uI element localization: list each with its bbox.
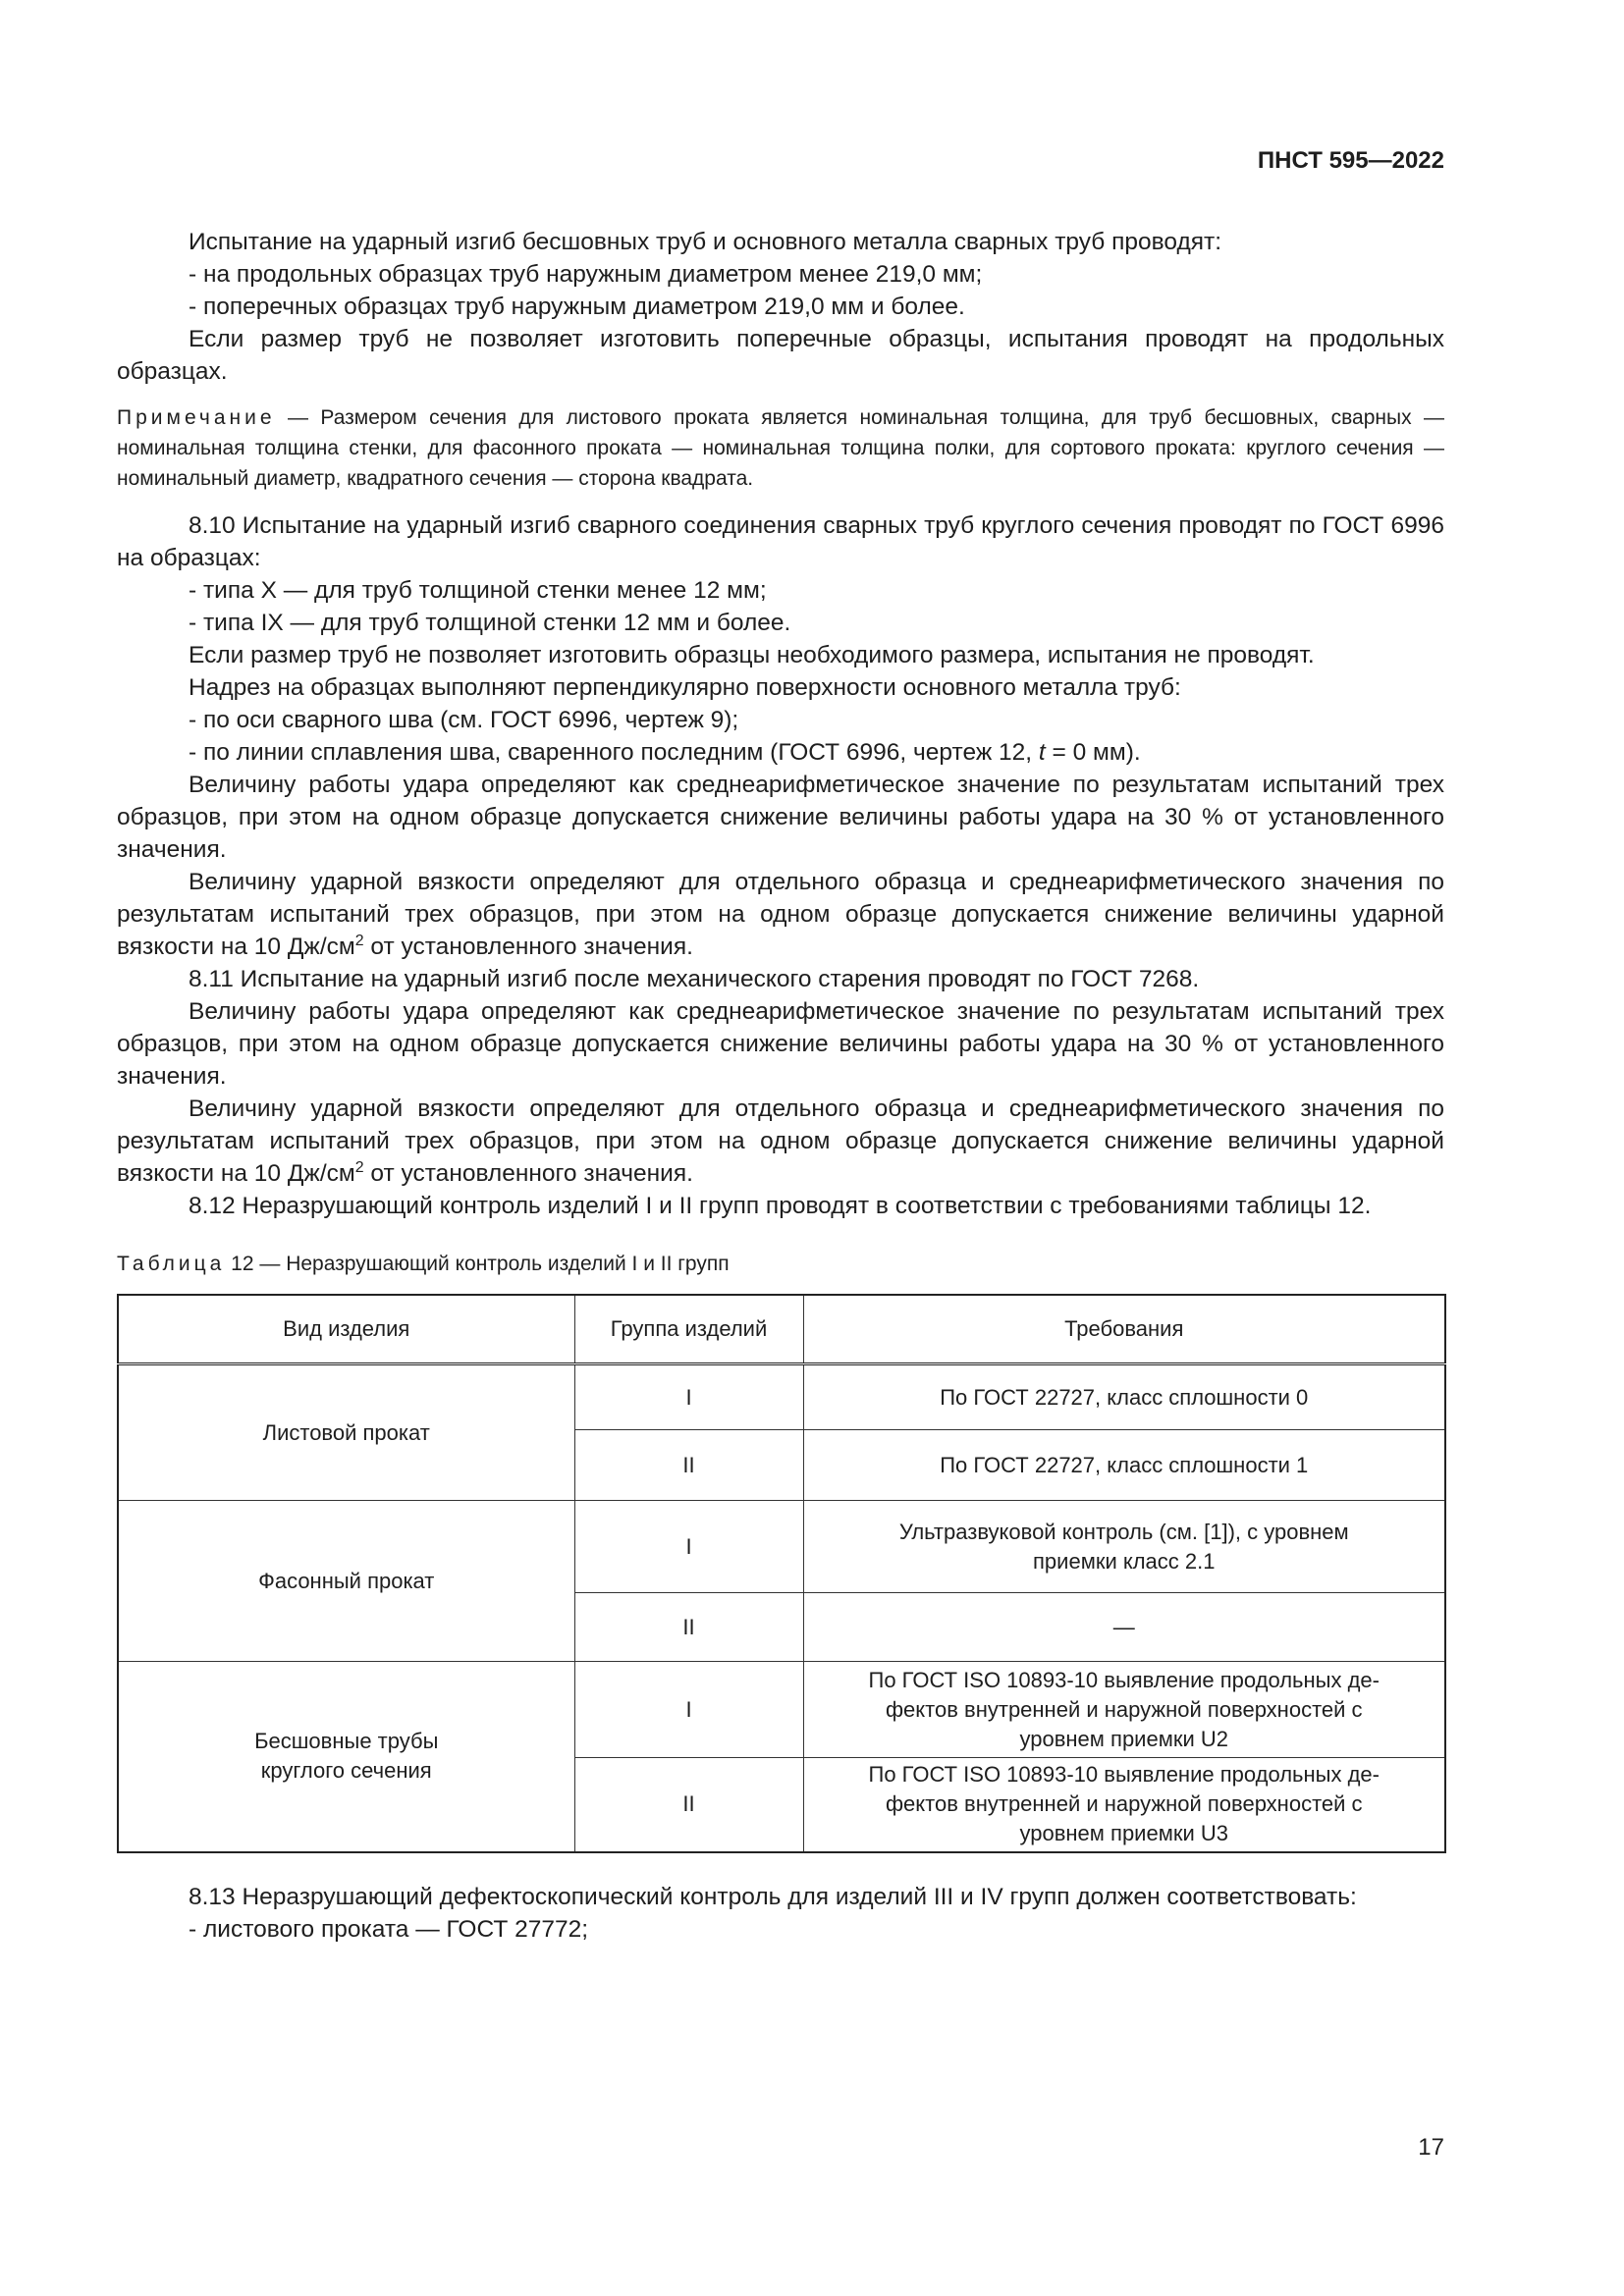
table-caption-label: Таблица xyxy=(117,1253,226,1275)
cell-product-sheet: Листовой прокат xyxy=(118,1364,574,1501)
header-product-group: Группа изделий xyxy=(574,1295,803,1364)
paragraph-size-condition: Если размер труб не позволяет изготовить поперечные образцы, испытания проводят на продольных образцах. xyxy=(117,326,1444,385)
note-block xyxy=(117,402,1444,494)
requirement-line: Ультразвуковой контроль (см. [1]), с уровнем xyxy=(898,1519,1349,1544)
table-caption-text: 12 — Неразрушающий контроль изделий I и II групп xyxy=(225,1253,730,1275)
paragraph-impact-work: Величину работы удара определяют как среднеарифметическое значение по результатам испытаний трех образцов, при этом на одном образце допускается снижение величины работы удара на 30 % от установленного значения. xyxy=(117,772,1444,863)
requirement-line: уровнем приемки U3 xyxy=(1019,1821,1228,1846)
list-item-type-ix: - типа IX — для труб толщиной стенки 12 мм и более. xyxy=(189,610,791,636)
superscript-2: 2 xyxy=(354,1158,364,1176)
cell-requirement: — xyxy=(803,1593,1445,1662)
cell-requirement: По ГОСТ 22727, класс сплошности 0 xyxy=(803,1364,1445,1430)
cell-product-shaped: Фасонный прокат xyxy=(118,1501,574,1662)
paragraph-8-11: 8.11 Испытание на ударный изгиб после механического старения проводят по ГОСТ 7268. xyxy=(189,966,1200,992)
paragraph-impact-toughness-aging xyxy=(117,1093,1444,1190)
list-item-weld-axis: - по оси сварного шва (см. ГОСТ 6996, чертеж 9); xyxy=(189,707,739,733)
table-caption xyxy=(117,1248,1444,1280)
cell-product-seamless-pipes xyxy=(118,1662,574,1852)
table-header-row xyxy=(118,1295,1445,1364)
product-line: Бесшовные трубы xyxy=(254,1729,439,1754)
paragraph-impact-toughness xyxy=(117,866,1444,963)
paragraph-impact-work-aging: Величину работы удара определяют как среднеарифметическое значение по результатам испытаний трех образцов, при этом на одном образце допускается снижение величины работы удара на 30 % от установленного значения. xyxy=(117,998,1444,1090)
list-item-fusion-line xyxy=(117,736,1444,769)
header-product-type: Вид изделия xyxy=(118,1295,574,1364)
requirement-line: фектов внутренней и наружной поверхностей с xyxy=(885,1696,1363,1722)
note-text: — Размером сечения для листового проката является номинальная толщина, для труб бесшовных, сварных — номинальная толщина стенки, для фасонного проката — номинальная толщина полки, для сортового проката: круглого сечения — номинальный диаметр, квадратного сечения — сторона квадрата. xyxy=(117,406,1444,490)
table-row xyxy=(118,1662,1445,1758)
cell-group: I xyxy=(574,1364,803,1430)
cell-group: II xyxy=(574,1758,803,1852)
note-label: Примечание xyxy=(117,406,276,429)
paragraph-notch: Надрез на образцах выполняют перпендикулярно поверхности основного металла труб: xyxy=(189,674,1181,701)
requirement-line: уровнем приемки U2 xyxy=(1019,1726,1228,1751)
fusion-line-text-end: = 0 мм). xyxy=(1045,739,1141,766)
toughness-text-end: от установленного значения. xyxy=(363,934,693,960)
requirement-line: фектов внутренней и наружной поверхностей с xyxy=(885,1791,1363,1817)
cell-requirement xyxy=(803,1662,1445,1758)
requirement-line: По ГОСТ ISO 10893-10 выявление продольных де- xyxy=(868,1762,1380,1788)
cell-requirement xyxy=(803,1758,1445,1852)
list-item-longitudinal: - на продольных образцах труб наружным диаметром менее 219,0 мм; xyxy=(189,261,983,288)
paragraph-impact-test-intro: Испытание на ударный изгиб бесшовных труб и основного металла сварных труб проводят: xyxy=(189,229,1222,255)
page-content xyxy=(117,226,1444,1946)
toughness-aging-text: Величину ударной вязкости определяют для отдельного образца и среднеарифметического значения по результатам испытаний трех образцов, при этом на одном образце допускается снижение величины ударной вязкости на 10 Дж/см xyxy=(117,1095,1444,1187)
product-line: круглого сечения xyxy=(260,1758,432,1784)
list-item-transverse: - поперечных образцах труб наружным диаметром 219,0 мм и более. xyxy=(189,294,965,320)
table-row xyxy=(118,1501,1445,1593)
cell-group: II xyxy=(574,1593,803,1662)
cell-requirement xyxy=(803,1501,1445,1593)
superscript-2: 2 xyxy=(354,932,364,949)
paragraph-8-10: 8.10 Испытание на ударный изгиб сварного соединения сварных труб круглого сечения проводят по ГОСТ 6996 на образцах: xyxy=(117,512,1444,571)
toughness-text: Величину ударной вязкости определяют для отдельного образца и среднеарифметического значения по результатам испытаний трех образцов, при этом на одном образце допускается снижение величины ударной вязкости на 10 Дж/см xyxy=(117,869,1444,960)
requirement-line: приемки класс 2.1 xyxy=(1033,1548,1216,1574)
toughness-aging-text-end: от установленного значения. xyxy=(363,1160,693,1187)
fusion-line-text: - по линии сплавления шва, сваренного последним (ГОСТ 6996, чертеж 12, xyxy=(189,739,1039,766)
header-requirements: Требования xyxy=(803,1295,1445,1364)
paragraph-8-12: 8.12 Неразрушающий контроль изделий I и II групп проводят в соответствии с требованиями таблицы 12. xyxy=(189,1193,1372,1219)
requirements-table xyxy=(117,1294,1446,1853)
document-number: ПНСТ 595—2022 xyxy=(1257,147,1444,174)
list-item-type-x: - типа X — для труб толщиной стенки менее 12 мм; xyxy=(189,577,767,604)
cell-requirement: По ГОСТ 22727, класс сплошности 1 xyxy=(803,1430,1445,1501)
cell-group: II xyxy=(574,1430,803,1501)
requirement-line: По ГОСТ ISO 10893-10 выявление продольных де- xyxy=(868,1667,1380,1692)
page-number: 17 xyxy=(1418,2134,1444,2161)
paragraph-8-13: 8.13 Неразрушающий дефектоскопический контроль для изделий III и IV групп должен соответствовать: xyxy=(189,1883,1357,1910)
paragraph-size-not-allowed: Если размер труб не позволяет изготовить образцы необходимого размера, испытания не проводят. xyxy=(189,642,1315,668)
cell-group: I xyxy=(574,1501,803,1593)
cell-group: I xyxy=(574,1662,803,1758)
list-item-sheet-gost: - листового проката — ГОСТ 27772; xyxy=(189,1915,589,1943)
table-row xyxy=(118,1364,1445,1430)
variable-t: t xyxy=(1038,739,1046,766)
